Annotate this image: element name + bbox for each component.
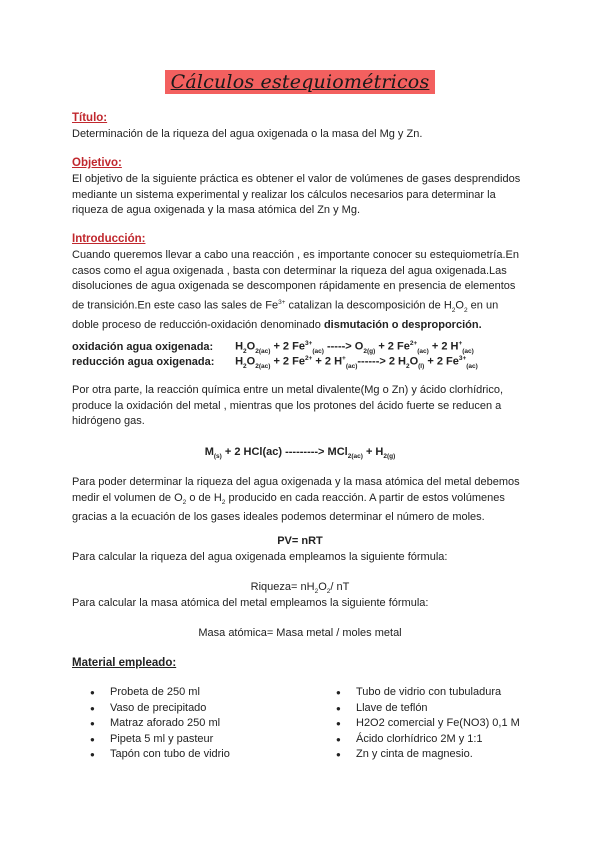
text-line: medir el volumen de $O_2$ o de $H_2$ producido en cada reacción. A partir de estos volúmenes	[72, 491, 505, 506]
text-line: hidrógeno gas.	[72, 415, 145, 427]
text-line: El objetivo de la siguiente práctica es obtener el valor de volúmenes de gases desprendidos	[72, 173, 521, 185]
text-line: doble proceso de reducción-oxidación denominado dismutación o desproporción.	[72, 318, 482, 331]
material-list-left	[90, 685, 310, 763]
masa-formula: Masa atómica= Masa metal / moles metal	[198, 627, 402, 639]
riqueza-intro: Para calcular la riqueza del agua oxigenada empleamos la siguiente fórmula:	[72, 551, 448, 563]
oxidation-equation: oxidación agua oxigenada: $H_2O_{2(ac)} + 2$ $Fe^{3+}_{(ac)}$ -----> $O_{2(g)} + 2$ $Fe^{2+}_{(ac)} + 2$ $H^+_{(ac)}$	[72, 340, 474, 355]
metal-paragraph	[72, 383, 542, 430]
reduction-equation: reducción agua oxigenada: $H_2O_{2(ac)} + 2$ $Fe^{2+} + 2$ $H^+_{(ac)}------> 2$ $H_2O_{(l)} + 2$ $Fe^{3+}_{(ac)}$	[72, 355, 478, 370]
oxidation-label: oxidación agua oxigenada:	[72, 340, 214, 353]
material-list-right	[336, 685, 556, 763]
reduction-label: reducción agua oxigenada:	[72, 355, 215, 368]
list-item: ● Tapón con tubo de vidrio	[90, 747, 310, 763]
list-item: ● Zn y cinta de magnesio.	[336, 747, 556, 763]
objetivo-heading: Objetivo:	[72, 157, 122, 169]
list-item: ● Vaso de precipitado	[90, 701, 310, 717]
text-line: Cuando queremos llevar a cabo una reacción , es importante conocer su estequiometría.En	[72, 249, 519, 261]
document-title: Cálculos estequiométricos	[165, 70, 436, 94]
titulo-heading: Título:	[72, 112, 108, 124]
text-line: riqueza de agua oxigenada y la masa atómica del Zn y Mg.	[72, 204, 360, 216]
text-line: Para poder determinar la riqueza del agua oxigenada y la masa atómica del metal debemos	[72, 476, 520, 488]
material-heading: Material empleado:	[72, 657, 177, 669]
list-item: ● Llave de teflón	[336, 701, 556, 717]
gases-paragraph	[72, 475, 542, 526]
titulo-text: Determinación de la riqueza del agua oxigenada o la masa del Mg y Zn.	[72, 128, 423, 140]
list-item: ● Tubo de vidrio con tubuladura	[336, 685, 556, 701]
list-item: ● Pipeta 5 ml y pasteur	[90, 732, 310, 748]
introduccion-paragraph	[72, 248, 542, 333]
text-line: gracias a la ecuación de los gases ideales podemos determinar el número de moles.	[72, 511, 485, 524]
text-line: produce la oxidación del metal , mientras que los protones del ácido fuerte se reducen a	[72, 399, 502, 412]
list-item: ● Probeta de 250 ml	[90, 685, 310, 701]
text-line: casos como el agua oxigenada , basta con determinar la riqueza del agua oxigenada.Las	[72, 264, 507, 277]
masa-intro: Para calcular la masa atómica del metal empleamos la siguiente fórmula:	[72, 597, 429, 609]
list-item: ● H2O2 comercial y Fe(NO3) 0,1 M	[336, 716, 556, 732]
text-line: de transición.En este caso las sales de $Fe^{3+}$ catalizan la descomposición de $H_2O_2$ en un	[72, 298, 499, 314]
list-item: ● Matraz aforado 250 ml	[90, 716, 310, 732]
metal-equation: $M_{(s)} + 2$ HCl(ac) ---------> $MCl_{2(ac)} + H_{2(g)}$	[204, 446, 396, 461]
ideal-gas-formula: PV= nRT	[277, 535, 323, 547]
introduccion-heading: Introducción:	[72, 233, 146, 245]
riqueza-formula: Riqueza= $nH_2O_2/$ nT	[250, 581, 350, 596]
text-line: disoluciones de agua oxigenada se descomponen rápidamente en presencia de elementos	[72, 280, 516, 292]
list-item: ● Ácido clorhídrico 2M y 1:1	[336, 732, 556, 748]
text-line: Por otra parte, la reacción química entre un metal divalente(Mg o Zn) y ácido clorhídrico,	[72, 384, 504, 396]
text-line: mediante un sistema experimental y realizar los cálculos necesarios para determinar la	[72, 188, 496, 201]
objetivo-paragraph	[72, 172, 532, 219]
